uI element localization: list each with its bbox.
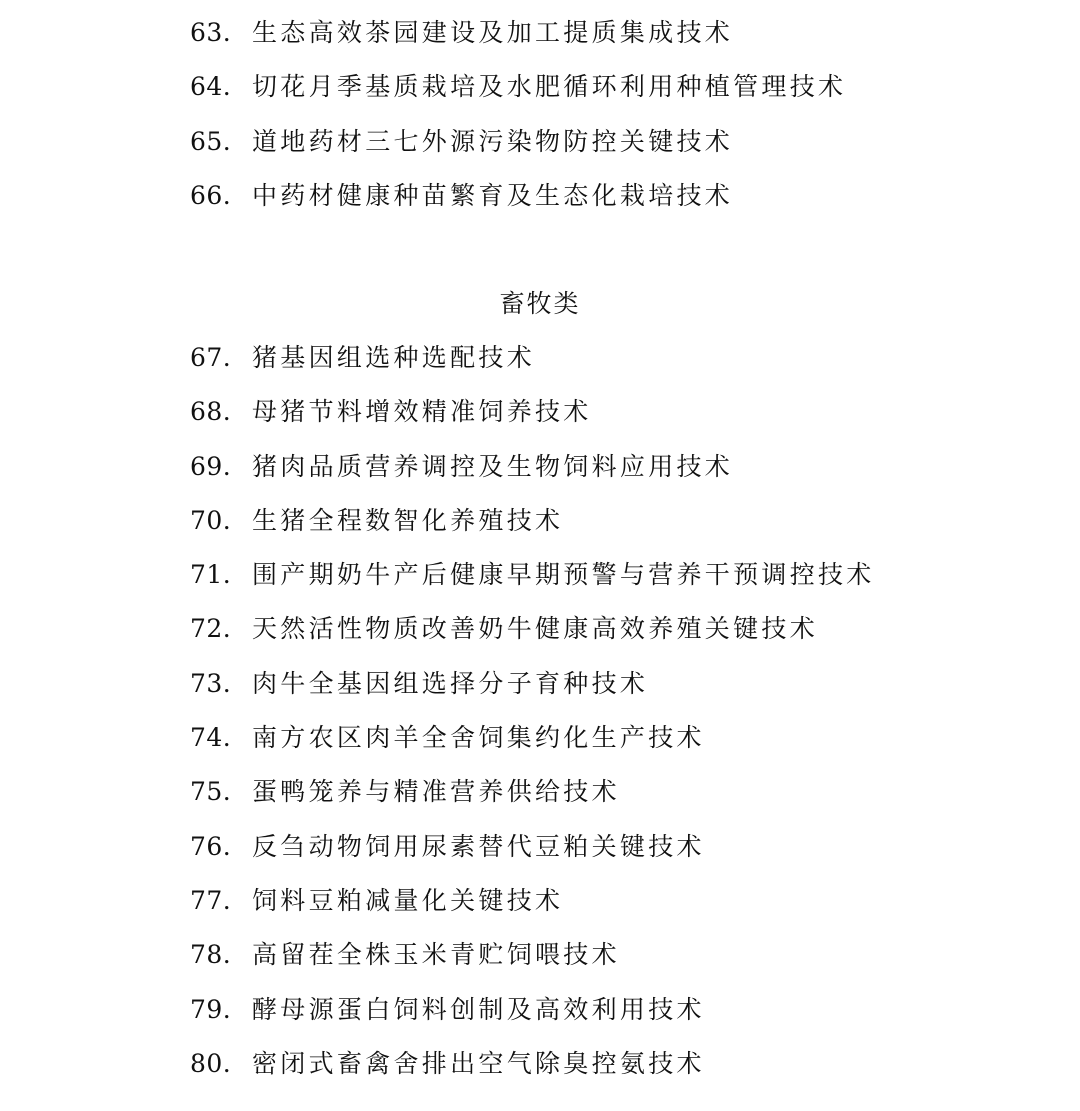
list-item [0,494,1080,548]
item-text: 围产期奶牛产后健康早期预警与营养干预调控技术 [252,560,875,590]
section-heading-livestock: 畜牧类 [499,289,581,318]
list-item [0,657,1080,711]
technology-list-planting [0,6,1080,223]
item-number: 70. [190,505,232,535]
item-text: 切花月季基质栽培及水肥循环利用种植管理技术 [252,72,847,102]
list-item [0,548,1080,602]
item-text: 生猪全程数智化养殖技术 [252,505,564,535]
item-text: 猪基因组选种选配技术 [252,343,536,372]
list-item [0,874,1080,928]
list-item [0,6,1080,60]
item-text: 肉牛全基因组选择分子育种技术 [252,668,649,698]
list-item [0,765,1080,819]
item-text: 饲料豆粕减量化关键技术 [252,885,564,915]
item-number: 65. [190,126,232,156]
item-number: 68. [190,397,232,427]
item-text: 南方农区肉羊全舍饲集约化生产技术 [252,723,705,753]
item-number: 79. [190,994,232,1024]
item-number: 73. [190,668,232,698]
item-number: 71. [190,560,232,590]
item-text: 猪肉品质营养调控及生物饲料应用技术 [252,451,734,481]
item-text: 反刍动物饲用尿素替代豆粕关键技术 [252,831,705,861]
list-item [0,983,1080,1037]
item-number: 80. [190,1048,232,1078]
item-number: 76. [190,831,232,861]
item-number: 75. [190,777,232,807]
list-item [0,115,1080,169]
list-item [0,60,1080,114]
item-text: 蛋鸭笼养与精准营养供给技术 [252,777,620,807]
item-text: 高留茬全株玉米青贮饲喂技术 [252,940,620,970]
item-number: 69. [190,451,232,481]
list-item [0,331,1080,385]
item-text: 中药材健康种苗繁育及生态化栽培技术 [252,180,734,210]
item-number: 72. [190,614,232,644]
item-number: 66. [190,180,232,210]
item-number: 63. [190,18,232,47]
list-item [0,440,1080,494]
item-text: 道地药材三七外源污染物防控关键技术 [252,126,734,156]
item-number: 78. [190,940,232,970]
item-text: 生态高效茶园建设及加工提质集成技术 [252,18,734,47]
list-item [0,711,1080,765]
item-number: 64. [190,72,232,102]
list-item [0,820,1080,874]
item-number: 67. [190,343,232,372]
item-number: 74. [190,723,232,753]
item-text: 密闭式畜禽舍排出空气除臭控氨技术 [252,1048,705,1078]
item-text: 母猪节料增效精准饲养技术 [252,397,592,427]
list-item [0,1037,1080,1091]
item-text: 天然活性物质改善奶牛健康高效养殖关键技术 [252,614,819,644]
list-item [0,169,1080,223]
list-item [0,385,1080,439]
item-number: 77. [190,885,232,915]
list-item [0,928,1080,982]
technology-list-livestock [0,331,1080,1091]
item-text: 酵母源蛋白饲料创制及高效利用技术 [252,994,705,1024]
list-item [0,602,1080,656]
